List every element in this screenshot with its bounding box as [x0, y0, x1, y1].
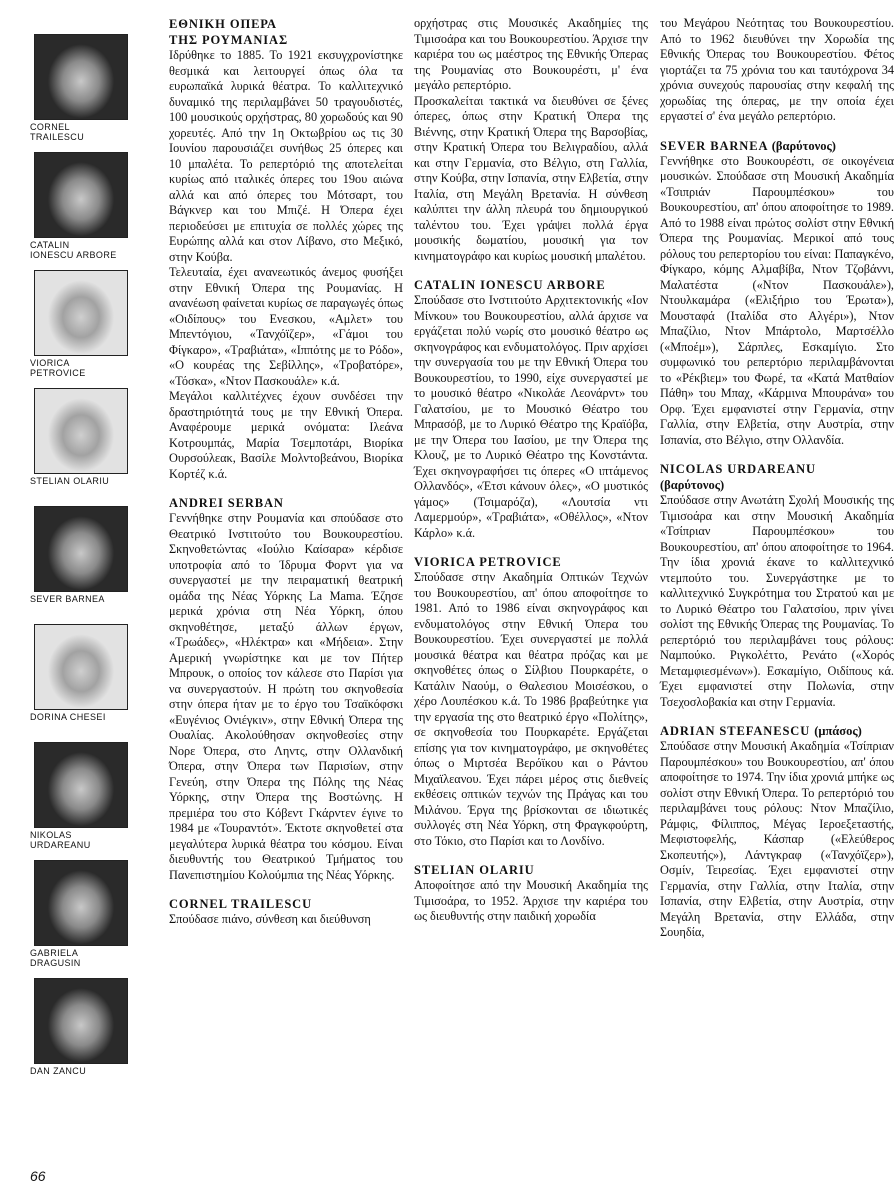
portrait-caption: DAN ZANCU — [30, 1066, 87, 1076]
portrait-photo — [34, 152, 128, 238]
bio-text: Σπούδασε στην Ακαδημία Οπτικών Τεχνών του Βουκουρεστίου, απ' όπου αποφοίτησε το 1981. Από το 1986 είναι σκηνογράφος και ενδυματολόγος στην Εθνική Όπερα του Βουκουρεστίου. Έχει συνεργαστεί με πολλά μουσικά θέατρα και θέατρα πρόζας και με σκηνοθέτες όπως ο Σίλβιου Πουρκαρέτε, ο Κατάλιν Ναούμ, ο Θαλεσιου Μοισέσκου, ο χέρο Λουπέσκου κ.ά. Το 1986 βραβεύτηκε για την εργασία της στο θεατρικό έργο «Πολίτης», σε σκηνοθεσία του Πουρκαρέτε. Εργάζεται επίσης για τον κινηματογράφο, με σκηνοθέτες όπως ο Μιρτσέα Βερόϊκου και ο Ράντου Μιχαϊλεανου. Έχει πάρει μέρος στις διεθνείς εκθέσεις οπτικών τεχνών της Πράγας και του Μιλάνου. Έργα της βρίσκονται σε ιδιωτικές συλλογές στη Νέα Υόρκη, στη Φραγκφούρτη, στο Τόκιο, στο Παρίσι και το Λονδίνο. — [414, 570, 648, 848]
portrait — [30, 384, 130, 502]
bio-text: Σπούδασε στο Ινστιτούτο Αρχιτεκτονικής «Ιον Μίνκου» του Βουκουρεστίου, αλλά άρχισε να εργάζεται πολύ νωρίς στο μουσικό θέατρο ως σκηνογράφος και ενδυματολόγος. Πριν αρχίσει την συνεργασία του με την Εθνική Όπερα του Βουκουρεστίου, το 1990, είχε συνεργαστεί με το μουσικό θέατρο «Νικολάε Λεονάρντ» του Γαλατσίου, με το Μουσικό Θέατρο του Μπρασόβ, με το Λυρικό Θέατρο της Κραϊόβα, με την Όπερα του Ιασίου, με την Όπερα της Κλουζ, με το Λυρικό Θέατρο της Κονστάντα. Έχει σκηνογραφήσει τις όπερες «Ο ιπτάμενος Ολλανδός», «Έτσι κάνουν όλες», «Ο μυστικός γάμος» (Τσιμαρόζα), «Λουτσία ντι Λαμερμούρ», «Τραβιάτα», «Οθέλλος», «Ντον Κάρλο» κ.ά. — [414, 293, 648, 540]
page-number: 66 — [30, 1168, 46, 1184]
bio-text: Σπούδασε πιάνο, σύνθεση και διεύθυνση — [169, 912, 371, 926]
bio-text: Προσκαλείται τακτικά να διευθύνει σε ξένες όπερες, όπως στην Κρατική Όπερα της Βιέννης, στην Κρατική Όπερα της Βαρσοβίας, στην Κρατική Όπερα του Βελιγραδίου, αλλά και στην Γερμανία, στο Βέλγιο, στη Γαλλία, στην Κούβα, στην Ισπανία, στην Ελβετία, στην Ιταλία, στη Μεγάλη Βρετανία. Η σύνθεση καλύπτει την άλλη πλευρά του δημιουργικού ταλέντου του. Έχει γράψει πολλά έργα μουσικής δωματίου, μουσική για τον κινηματογράφο και κυρίως μουσική μπαλέτου. — [414, 93, 649, 263]
portrait-photo — [34, 388, 128, 474]
bio-text: του Μεγάρου Νεότητας του Βουκουρεστίου. Από το 1962 διευθύνει την Χορωδία της Εθνικής Όπερας του Βουκουρεστίου. Φέτος γιορτάζει τα 75 χρόνια του και ταυτόχρονα 34 χρόνια συνεχούς παρουσίας στην κεφαλή της χορωδίας της όπερας, με την οποία έχει εργαστεί σ' ένα μεγάλο ρεπερτόριο. — [660, 16, 894, 123]
portrait-photo — [34, 506, 128, 592]
bio-text: Γεννήθηκε στην Ρουμανία και σπούδασε στο Θεατρικό Ινστιτούτο του Βουκουρεστίου. Σκηνοθετώντας «Ιούλιο Καίσαρα» κέρδισε υποτροφία από το Ίδρυμα Φορντ για να συνεργαστεί με την πειραματική θεατρική ομάδα της Νέας Υόρκης La Mama. Έζησε μερικά χρόνια στη Νέα Υόρκη, όπου σκηνοθέτησε, μεταξύ άλλων έργων, «Τρωάδες», «Ηλέκτρα» και «Μήδεια». Στην Αμερική γνωρίστηκε και με τον Πήτερ Μπρουκ, ο οποίος τον κάλεσε στο Παρίσι για να συνεργαστούν. Η πρώτη του σκηνοθεσία στην όπερα ήταν με το έργο του Τσαϊκόφσκι «Ευγένιος Ονιέγκιν», στην Εθνική Όπερα της Ουαλίας. Ακολούθησαν σκηνοθεσίες στην Νορε Όπερα, στο Ληντς, στην Ολλανδική Όπερα, στην Όπερα των Παρισίων, στην Γενεύη, στην Όπερα της Πόλης της Νέας Υόρκης, στην Όπερα της Βοστώνης. Η πρεμιέρα του στο Κόβεντ Γκάρντεν έγινε το 1984 με «Τουραντότ». Έκτοτε σκηνοθετεί στα μεγαλύτερα λυρικά θέατρα του κόσμου. Είναι διευθυντής του Θεατρικού Τμήματος του Πανεπιστημίου Κολούμπια της Νέας Υόρκης. — [169, 511, 403, 882]
bio-heading: VIORICA PETROVICE — [414, 555, 562, 569]
bio-text: Σπούδασε στην Μουσική Ακαδημία «Τσίπριαν Παρουμπέσκου» του Βουκουρεστίου, απ' όπου αποφοίτησε το 1974. Την ίδια χρονιά μπήκε ως σολίστ στην Εθνική Όπερα. Το ρεπερτόριό του περιλαμβάνει τους ρόλους: Ντον Μπαζίλιο, Ράμφις, Φίλιππος, Μέγας Ιεροεξεταστής, Μεφιστοφελής, Κάσπαρ («Ελεύθερος Σκοπευτής»), Λάντγκραφ («Τανχόϊζερ»), Οσμίν, Τειρεσίας. Έχει εμφανιστεί στην Γερμανία, στην Γαλλία, στην Ιταλία, στην Ισπανία, στην Ελβετία, στην Αυστρία, στην Μεγάλη Βρετανία, στην Ελλάδα, στην Σουηδία, — [660, 739, 894, 939]
portrait-photo — [34, 742, 128, 828]
portrait-caption: GABRIELA DRAGUSIN — [30, 948, 81, 968]
portrait-column — [30, 30, 130, 1092]
bio-heading: ADRIAN STEFANESCU (μπάσος) — [660, 724, 862, 738]
portrait-caption: CATALIN IONESCU ARBORE — [30, 240, 117, 260]
portrait-photo — [34, 978, 128, 1064]
portrait-caption: CORNEL TRAILESCU — [30, 122, 85, 142]
portrait-caption: VIORICA PETROVICE — [30, 358, 86, 378]
bio-text: Αποφοίτησε από την Μουσική Ακαδημία της Τιμισοάρα, το 1952. Άρχισε την καριέρα του ως διευθυντής στην παιδική χορωδία — [414, 878, 648, 923]
opera-paragraph: Τελευταία, έχει ανανεωτικός άνεμος φυσήξει στην Εθνική Όπερα της Ρουμανίας. Η ανανέωση φαίνεται κυρίως σε παραγωγές όπως «Οιδίπους» του Ενεσκου, «Αμλετ» του Μπεντόγιου, «Τανχόϊζερ», «Γάμοι του Φίγκαρο», «Τραβιάτα», «Ιππότης με το Ρόδο», «Ο κουρέας της Σεβίλλης», «Τροβατόρε», «Τόσκα», «Ντον Πασκουάλε» κ.ά. — [169, 265, 403, 388]
portrait — [30, 266, 130, 384]
portrait-photo — [34, 860, 128, 946]
portrait — [30, 738, 130, 856]
portrait — [30, 30, 130, 148]
bio-heading: SEVER BARNEA (βαρύτονος) — [660, 138, 836, 153]
portrait-caption: SEVER BARNEA — [30, 594, 105, 604]
portrait — [30, 620, 130, 738]
bio-heading: ANDREI SERBAN — [169, 496, 284, 510]
text-column-1 — [169, 16, 403, 928]
text-column-2 — [414, 16, 648, 925]
bio-heading: CORNEL TRAILESCU — [169, 897, 313, 911]
portrait-photo — [34, 624, 128, 710]
bio-heading: CATALIN IONESCU ARBORE — [414, 278, 606, 292]
opera-paragraph: Μεγάλοι καλλιτέχνες έχουν συνδέσει την δραστηριότητά τους με την Εθνική Όπερα. Αναφέρουμε μερικά ονόματα: Ιλεάνα Κοτρουμπάς, Μαρία Τσεμποτάρι, Βιορίκα Ουρσούλεακ, Βασίλε Μολντοβεάνου, Βιορίκα Κορτέζ κ.ά. — [169, 389, 403, 481]
portrait-caption: STELIAN OLARIU — [30, 476, 110, 486]
portrait — [30, 148, 130, 266]
portrait-photo — [34, 34, 128, 120]
bio-text: ορχήστρας στις Μουσικές Ακαδημίες της Τιμισοάρα και του Βουκουρεστίου. Άρχισε την καριέρα του ως μαέστρος της Εθνικής Όπερας της Ρουμανίας στο Βουκουρέστι, μ' ένα μεγάλο ρεπερτόριο. — [414, 16, 648, 92]
bio-text: Σπούδασε στην Ανωτάτη Σχολή Μουσικής της Τιμισοάρα και στην Μουσική Ακαδημία «Τσίπριαν Παρουμπέσκου» του Βουκουρεστίου, απ' όπου αποφοίτησε το 1964. Την ίδια χρονιά έκανε το καλλιτεχνικό ντεμπούτο του. Συνεργάστηκε με το καλλιτεχνικό Συγκρότημα του Στρατού και με το Λυρικό Θέατρο του Γαλατσίου, πριν γίνει σολίστ της Εθνικής Όπερας της Ρουμανίας. Το ρεπερτόριό του περιλαμβάνει τους ρόλους: Ναμπούκο. Ριγκολέττο, Ρενάτο («Χορός Μεταμφιεσμένων»). Εσκαμίγιο, Οιδίπους κά. Έχει εμφανιστεί στην Πολωνία, στην Τσεχοσλοβακία και στην Γερμανία. — [660, 493, 894, 709]
portrait — [30, 502, 130, 620]
portrait — [30, 856, 130, 974]
opera-paragraph: Ιδρύθηκε το 1885. Το 1921 εκσυγχρονίστηκε θεσμικά και λειτουργεί όπως όλα τα ευρωπαϊκά λυρικά θέατρα. Το καλλιτεχνικό δυναμικό της περιλαμβάνει 50 τραγουδιστές, 100 μουσικούς ορχήστρας, 80 χορωδούς και 90 χορευτές. Από την 1η Οκτωβρίου ως τις 30 Ιουνίου παρουσιάζει συνήθως 25 όπερες και 10 μπαλέτα. Το ρεπερτόριό της αποτελείται κυρίως από ιταλικές όπερες του 19ου αιώνα αλλά και από όπερες του Μότσαρτ, του Βάγκνερ και του Μπιζέ. Η Όπερα έχει περιοδεύσει με επιτυχία σε πολλές χώρες της Ευρώπης αλλά και στον Λίβανο, στο Μεξικό, στην Κούβα. — [169, 48, 403, 264]
portrait — [30, 974, 130, 1092]
portrait-photo — [34, 270, 128, 356]
bio-text: Γεννήθηκε στο Βουκουρέστι, σε οικογένεια μουσικών. Σπούδασε στη Μουσική Ακαδημία «Τσιπριάν Παρουμπέσκου» του Βουκουρεστίου, απ' όπου αποφοίτησε το 1989. Από το 1988 είναι πρώτος σολίστ στην Εθνική Όπερα της Ρουμανίας. Μερικοί από τους ρόλους του ρεπερτορίου του είναι: Παπαγκένο, Φίγκαρο, κόμης Αλμαβίβα, Ντον Τζοβάννι, Μαλατέστα («Ντον Πασκουάλε»), Ντουλκαμάρα («Ελιξήριο του Έρωτα»), Μουσταφά (Ιταλίδα στο Αλγέρι»), Ντον Μπαζίλιο, Ντον Μπάρτολο, Μαρτσέλλο («Μποέμ»), Σάρπλες, Εσκαμίγιο. Στο συμφωνικό του ρεπερτόριο περιλαμβάνονται το «Ρέκβιεμ» του Φωρέ, τα «Κατά Ματθαίον Πάθη» του Μπαχ, «Κάρμινα Μπουράνα» του Ορφ. Έχει εμφανιστεί στην Γερμανία, στην Γαλλία, στην Ελβετία, στην Αυστρία, στην Ισπανία, στο Βέλγιο, στην Ολλανδία. — [660, 153, 894, 447]
opera-heading: ΕΘΝΙΚΗ ΟΠΕΡΑ ΤΗΣ ΡΟΥΜΑΝΙΑΣ — [169, 17, 289, 47]
bio-heading: STELIAN OLARIU — [414, 863, 535, 877]
text-column-3 — [660, 16, 894, 941]
bio-heading: NICOLAS URDAREANU (βαρύτονος) — [660, 462, 816, 492]
portrait-caption: DORINA CHESEI — [30, 712, 106, 722]
portrait-caption: NIKOLAS URDAREANU — [30, 830, 91, 850]
